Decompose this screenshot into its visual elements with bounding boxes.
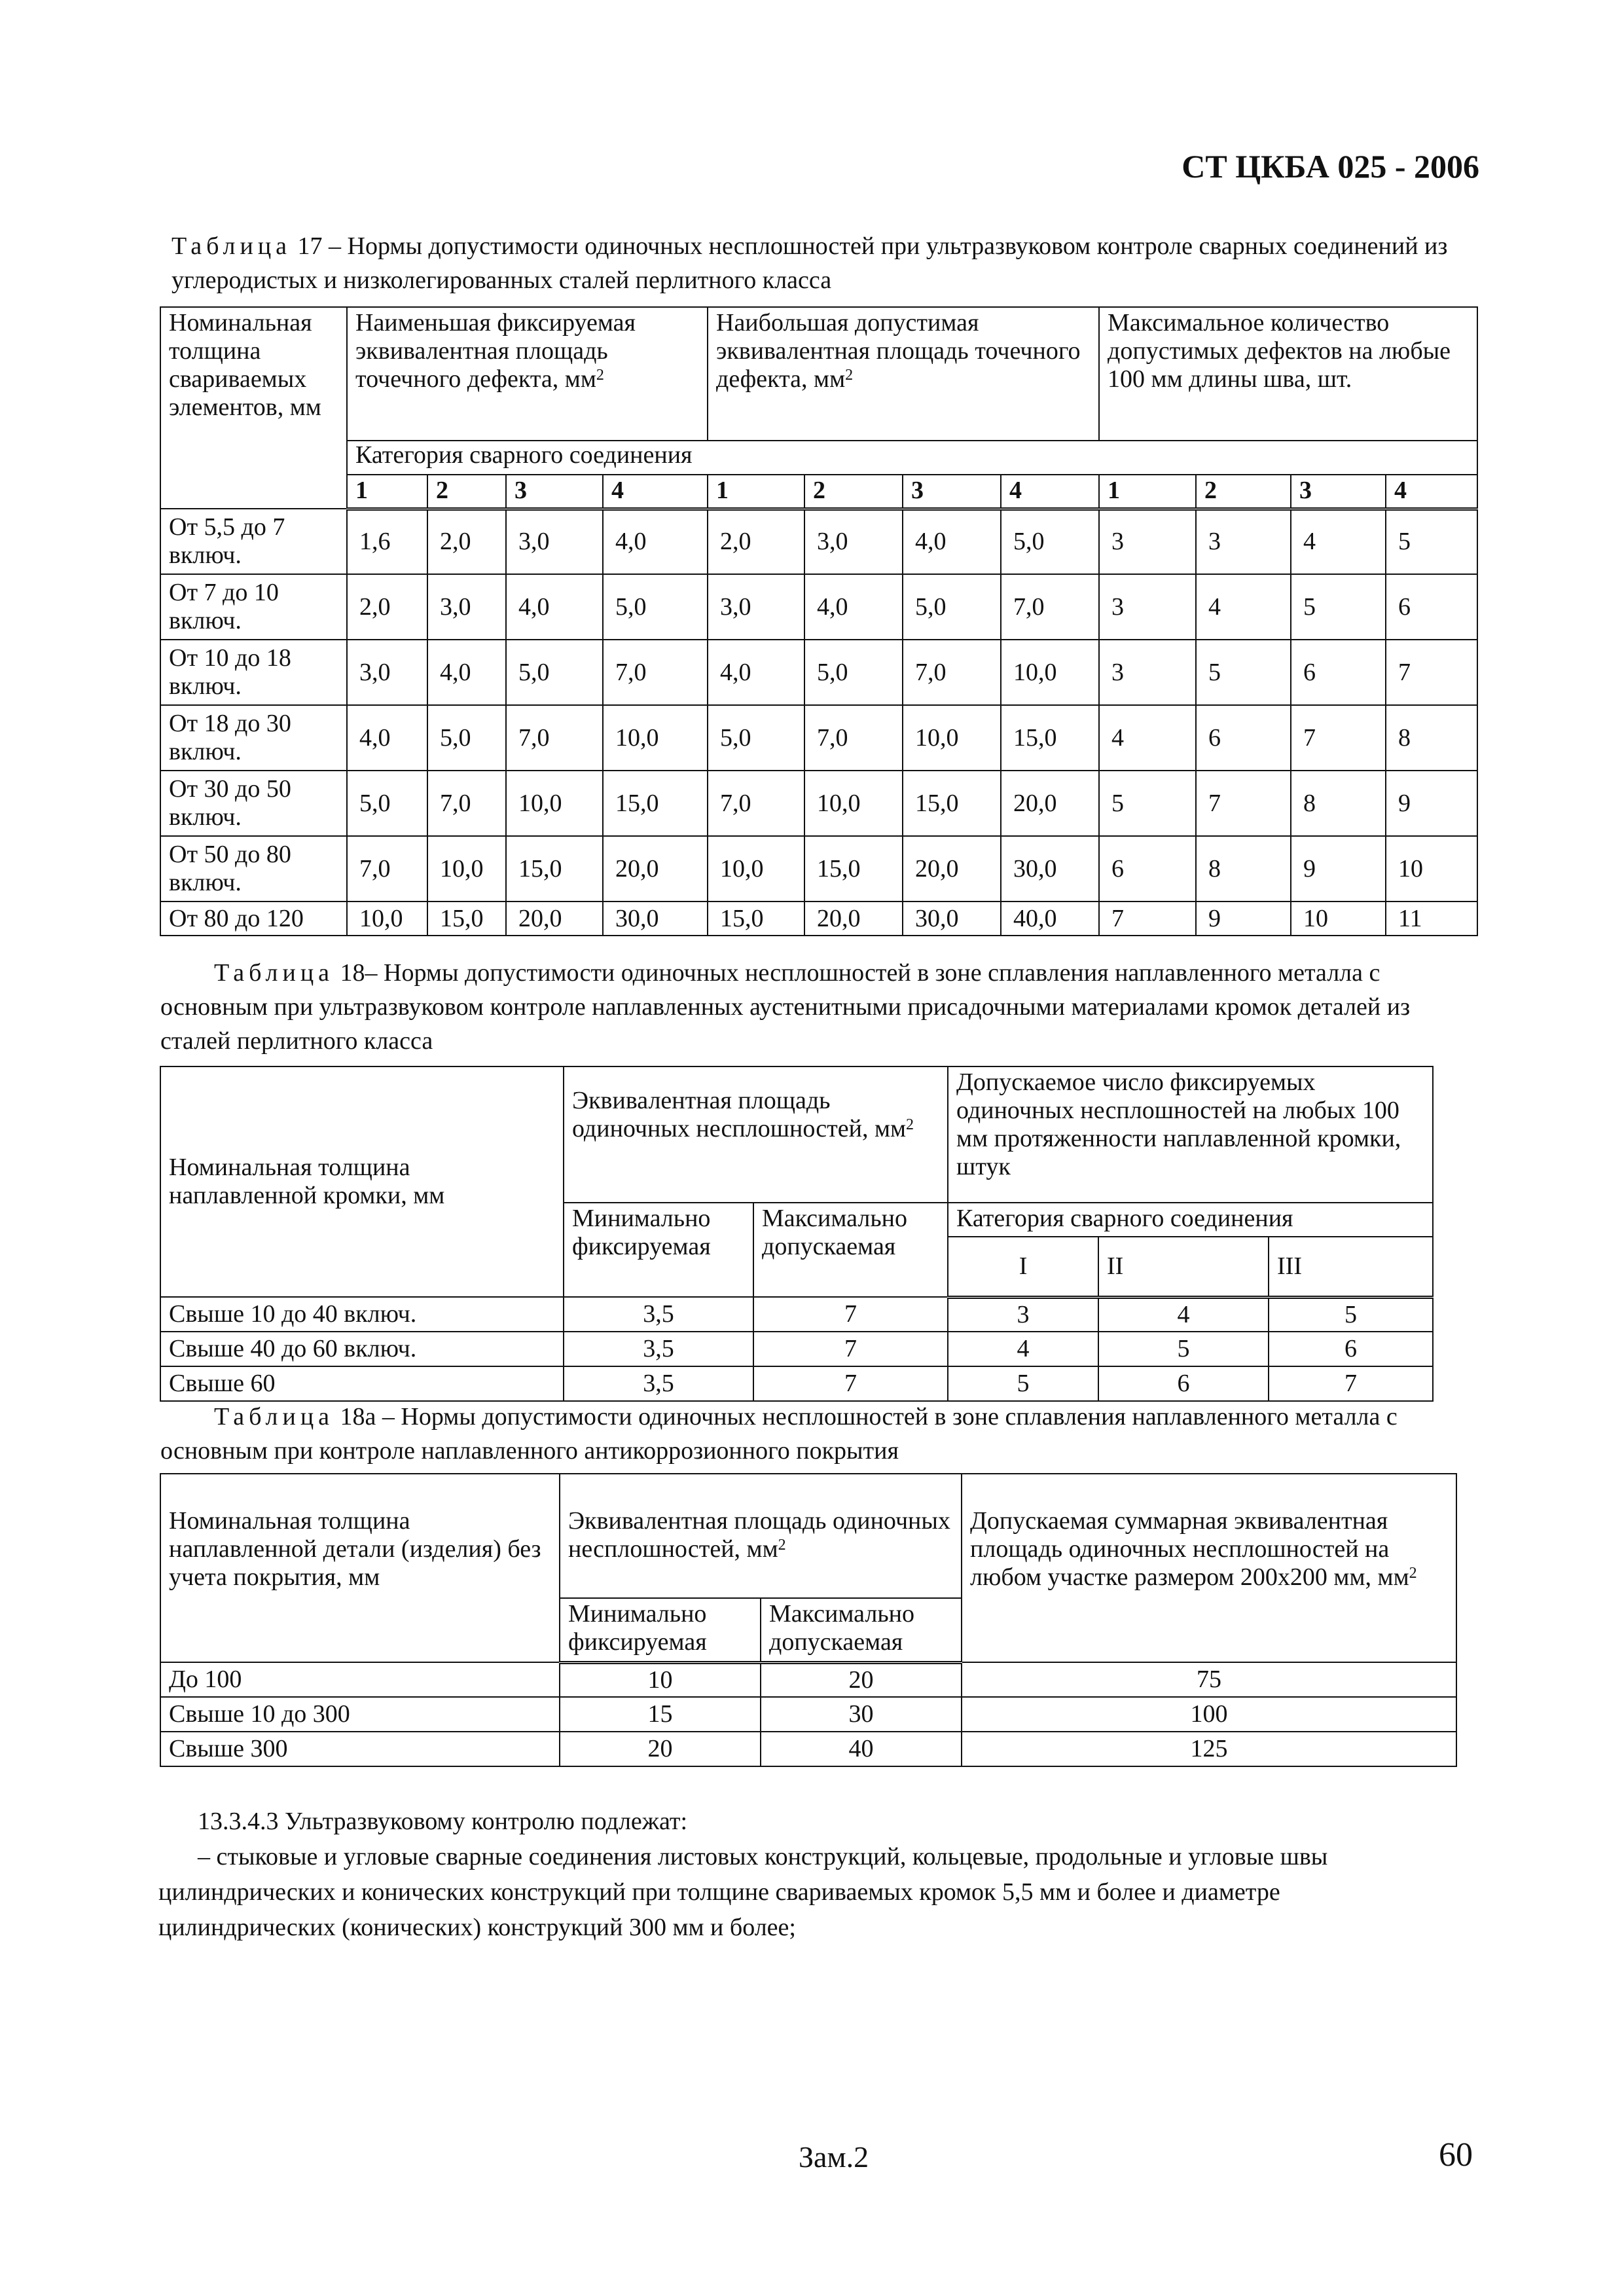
table-cell: 9 [1386, 771, 1477, 836]
table-cell: 30,0 [1001, 836, 1099, 902]
section-13-3-4-3 [158, 1804, 1461, 1945]
table18-caption [160, 956, 1470, 1058]
table-cell: 5 [1098, 1332, 1269, 1366]
category-number: 3 [903, 475, 1001, 509]
table-cell: 3,0 [506, 509, 603, 574]
table-18 [160, 1066, 1434, 1402]
table17-category-label: Категория сварного соединения [347, 441, 1477, 475]
table-cell: 100 [962, 1697, 1456, 1732]
table18a-caption [160, 1400, 1470, 1468]
table-row [160, 1297, 1433, 1332]
row-label: От 10 до 18 включ. [160, 640, 347, 705]
table-cell: 6 [1386, 574, 1477, 640]
table18-max-header: Максимально допускаемая [753, 1203, 948, 1297]
table-cell: 4,0 [506, 574, 603, 640]
table-cell: 3,0 [347, 640, 427, 705]
table-cell: 5 [1099, 771, 1196, 836]
table-cell: 15,0 [903, 771, 1001, 836]
category-number: 1 [708, 475, 804, 509]
table-cell: 6 [1099, 836, 1196, 902]
table-cell: 4,0 [347, 705, 427, 771]
table-cell: 7 [753, 1297, 948, 1332]
table17-col1-header: Номинальная толщина свариваемых элементов, мм [160, 307, 347, 509]
table-cell: 6 [1291, 640, 1386, 705]
table-cell: 7 [1196, 771, 1291, 836]
table-cell: 5,0 [427, 705, 506, 771]
row-label: От 5,5 до 7 включ. [160, 509, 347, 574]
table-cell: 5,0 [506, 640, 603, 705]
category-number: 3 [506, 475, 603, 509]
table-row [160, 1662, 1456, 1697]
table-cell: 3,0 [804, 509, 903, 574]
table-cell: 2,0 [708, 509, 804, 574]
category-number: 2 [427, 475, 506, 509]
table-row [160, 574, 1477, 640]
table-cell: 11 [1386, 902, 1477, 936]
table17-group-header-max: Наибольшая допустимая эквивалентная площадь точечного дефекта, $мм^2$ [708, 307, 1099, 441]
table18a-caption-text: 18а – Нормы допустимости одиночных несплошностей в зоне сплавления наплавленного металла с основным при контроле наплавленного антикоррозионного покрытия [160, 1403, 1398, 1465]
row-label: Свыше 300 [160, 1732, 560, 1766]
table-cell: 20 [761, 1662, 962, 1697]
table-cell: 15,0 [506, 836, 603, 902]
table-cell: 20 [560, 1732, 761, 1766]
table18a-col1-header: Номинальная толщина наплавленной детали (изделия) без учета покрытия, мм [160, 1474, 560, 1662]
table-row [160, 640, 1477, 705]
table-cell: 15,0 [804, 836, 903, 902]
table-cell: 10,0 [903, 705, 1001, 771]
table-cell: 7,0 [708, 771, 804, 836]
table-cell: 8 [1196, 836, 1291, 902]
table-cell: 3 [948, 1297, 1098, 1332]
table18-category-label: Категория сварного соединения [948, 1203, 1433, 1237]
table18a-area-header: Эквивалентная площадь одиночных несплошностей, $мм^2$ [560, 1474, 962, 1598]
table-cell: 5,0 [903, 574, 1001, 640]
row-label: От 50 до 80 включ. [160, 836, 347, 902]
table-cell: 7,0 [603, 640, 708, 705]
table-cell: 3,5 [564, 1297, 753, 1332]
table-cell: 10 [1386, 836, 1477, 902]
table-row [160, 902, 1477, 936]
category-number: 4 [1386, 475, 1477, 509]
table-cell: 4 [1098, 1297, 1269, 1332]
table-row [160, 509, 1477, 574]
table-cell: 30 [761, 1697, 962, 1732]
table-cell: 7 [1099, 902, 1196, 936]
table-cell: 10,0 [708, 836, 804, 902]
table-cell: 10,0 [603, 705, 708, 771]
table-cell: 7 [1269, 1366, 1433, 1401]
table17-group-header-min: Наименьшая фиксируемая эквивалентная площадь точечного дефекта, $мм^2$ [347, 307, 708, 441]
table18-caption-label: Таблица [214, 959, 334, 987]
table-cell: 10,0 [1001, 640, 1099, 705]
table-cell: 5,0 [804, 640, 903, 705]
table-cell: 7,0 [1001, 574, 1099, 640]
table-cell: 10,0 [427, 836, 506, 902]
table-row [160, 1332, 1433, 1366]
table18-min-header: Минимально фиксируемая [564, 1203, 753, 1297]
table-cell: 75 [962, 1662, 1456, 1697]
table-cell: 3,5 [564, 1332, 753, 1366]
row-label: От 18 до 30 включ. [160, 705, 347, 771]
table-cell: 4 [1291, 509, 1386, 574]
table-cell: 2,0 [427, 509, 506, 574]
table-cell: 40,0 [1001, 902, 1099, 936]
table-cell: 5 [948, 1366, 1098, 1401]
table-cell: 10 [560, 1662, 761, 1697]
table18a-max-header: Максимально допускаемая [761, 1598, 962, 1662]
table-cell: 30,0 [603, 902, 708, 936]
table-cell: 5,0 [347, 771, 427, 836]
table-cell: 20,0 [1001, 771, 1099, 836]
table-cell: 3,0 [427, 574, 506, 640]
table-cell: 4 [1099, 705, 1196, 771]
table-cell: 7 [753, 1332, 948, 1366]
table-cell: 3 [1099, 509, 1196, 574]
row-label: От 7 до 10 включ. [160, 574, 347, 640]
category-number: 4 [603, 475, 708, 509]
table-cell: 4,0 [804, 574, 903, 640]
table-cell: 4,0 [708, 640, 804, 705]
table-cell: 5 [1291, 574, 1386, 640]
table-cell: 6 [1196, 705, 1291, 771]
table18-area-header: Эквивалентная площадь одиночных несплошностей, $мм^2$ [564, 1066, 948, 1203]
table-cell: 10 [1291, 902, 1386, 936]
table-cell: 20,0 [603, 836, 708, 902]
table-cell: 9 [1196, 902, 1291, 936]
table-cell: 125 [962, 1732, 1456, 1766]
category-number: 2 [1196, 475, 1291, 509]
table17-caption-label: Таблица [171, 232, 292, 260]
table-cell: 7 [753, 1366, 948, 1401]
category-number: 4 [1001, 475, 1099, 509]
table-cell: 3,0 [708, 574, 804, 640]
table18-caption-text: 18– Нормы допустимости одиночных несплошностей в зоне сплавления наплавленного металла с основным при ультразвуковом контроле наплавленных аустенитными присадочными материалами кромок деталей из сталей перлитного класса [160, 959, 1411, 1055]
table-cell: 7,0 [347, 836, 427, 902]
table-cell: 5 [1196, 640, 1291, 705]
clause-heading: 13.3.4.3 Ультразвуковому контролю подлежат: [198, 1808, 688, 1835]
table-cell: 5,0 [603, 574, 708, 640]
table-cell: 4 [948, 1332, 1098, 1366]
row-label: Свыше 40 до 60 включ. [160, 1332, 564, 1366]
clause-item: – стыковые и угловые сварные соединения листовых конструкций, кольцевые, продольные и угловые швы цилиндрических и конических конструкций при толщине свариваемых кромок 5,5 мм и более и диаметре цилиндрических (конических) конструкций 300 мм и более; [158, 1843, 1328, 1941]
table-cell: 1,6 [347, 509, 427, 574]
table-row [160, 1366, 1433, 1401]
table-cell: 15,0 [708, 902, 804, 936]
table-cell: 5,0 [708, 705, 804, 771]
document-code: СТ ЦКБА 025 - 2006 [1182, 148, 1479, 185]
table-cell: 4,0 [903, 509, 1001, 574]
table-cell: 6 [1098, 1366, 1269, 1401]
table18-category: III [1269, 1237, 1433, 1297]
table-cell: 8 [1386, 705, 1477, 771]
table-cell: 15 [560, 1697, 761, 1732]
table-cell: 20,0 [903, 836, 1001, 902]
table-cell: 15,0 [603, 771, 708, 836]
table18-category: I [948, 1237, 1098, 1297]
table-cell: 4 [1196, 574, 1291, 640]
table17-caption [171, 229, 1454, 297]
category-number: 1 [1099, 475, 1196, 509]
table-cell: 7 [1386, 640, 1477, 705]
row-label: Свыше 10 до 40 включ. [160, 1297, 564, 1332]
row-label: Свыше 10 до 300 [160, 1697, 560, 1732]
table-cell: 3 [1196, 509, 1291, 574]
table-cell: 15,0 [427, 902, 506, 936]
table18-category: II [1098, 1237, 1269, 1297]
table-cell: 15,0 [1001, 705, 1099, 771]
row-label: От 80 до 120 [160, 902, 347, 936]
table-cell: 9 [1291, 836, 1386, 902]
table-cell: 4,0 [427, 640, 506, 705]
table-cell: 10,0 [347, 902, 427, 936]
row-label: Свыше 60 [160, 1366, 564, 1401]
row-label: От 30 до 50 включ. [160, 771, 347, 836]
table-cell: 30,0 [903, 902, 1001, 936]
table18-col1-header: Номинальная толщина наплавленной кромки, мм [160, 1066, 564, 1297]
table17-caption-text: 17 – Нормы допустимости одиночных несплошностей при ультразвуковом контроле сварных соединений из углеродистых и низколегированных сталей перлитного класса [171, 232, 1448, 294]
table-cell: 40 [761, 1732, 962, 1766]
category-number: 3 [1291, 475, 1386, 509]
table17-group-header-count: Максимальное количество допустимых дефектов на любые 100 мм длины шва, шт. [1099, 307, 1477, 441]
table-cell: 7,0 [506, 705, 603, 771]
table-cell: 5 [1386, 509, 1477, 574]
table-cell: 7,0 [427, 771, 506, 836]
table18a-sum-header: Допускаемая суммарная эквивалентная площадь одиночных несплошностей на любом участке размером 200х200 мм, $мм^2$ [962, 1474, 1456, 1662]
table-cell: 5,0 [1001, 509, 1099, 574]
table-cell: 8 [1291, 771, 1386, 836]
table-row [160, 1732, 1456, 1766]
table-18a [160, 1473, 1457, 1767]
table-cell: 7,0 [903, 640, 1001, 705]
table-17 [160, 306, 1478, 936]
table18a-caption-label: Таблица [214, 1403, 334, 1430]
table-row [160, 705, 1477, 771]
table-cell: 10,0 [506, 771, 603, 836]
table-cell: 7 [1291, 705, 1386, 771]
table-cell: 5 [1269, 1297, 1433, 1332]
table18a-min-header: Минимально фиксируемая [560, 1598, 761, 1662]
row-label: До 100 [160, 1662, 560, 1697]
change-note: Зам.2 [799, 2140, 869, 2174]
table17-category-numbers-row [160, 475, 1477, 509]
table-cell: 4,0 [603, 509, 708, 574]
category-number: 1 [347, 475, 427, 509]
table-cell: 2,0 [347, 574, 427, 640]
table-cell: 20,0 [804, 902, 903, 936]
page-number: 60 [1439, 2136, 1473, 2174]
table-cell: 20,0 [506, 902, 603, 936]
table18-count-header: Допускаемое число фиксируемых одиночных несплошностей на любых 100 мм протяженности наплавленной кромки, штук [948, 1066, 1433, 1203]
table-row [160, 1697, 1456, 1732]
table-cell: 10,0 [804, 771, 903, 836]
table-cell: 3,5 [564, 1366, 753, 1401]
category-number: 2 [804, 475, 903, 509]
table-cell: 7,0 [804, 705, 903, 771]
table-row [160, 836, 1477, 902]
table-cell: 6 [1269, 1332, 1433, 1366]
table-cell: 3 [1099, 574, 1196, 640]
table-row [160, 771, 1477, 836]
table-cell: 3 [1099, 640, 1196, 705]
